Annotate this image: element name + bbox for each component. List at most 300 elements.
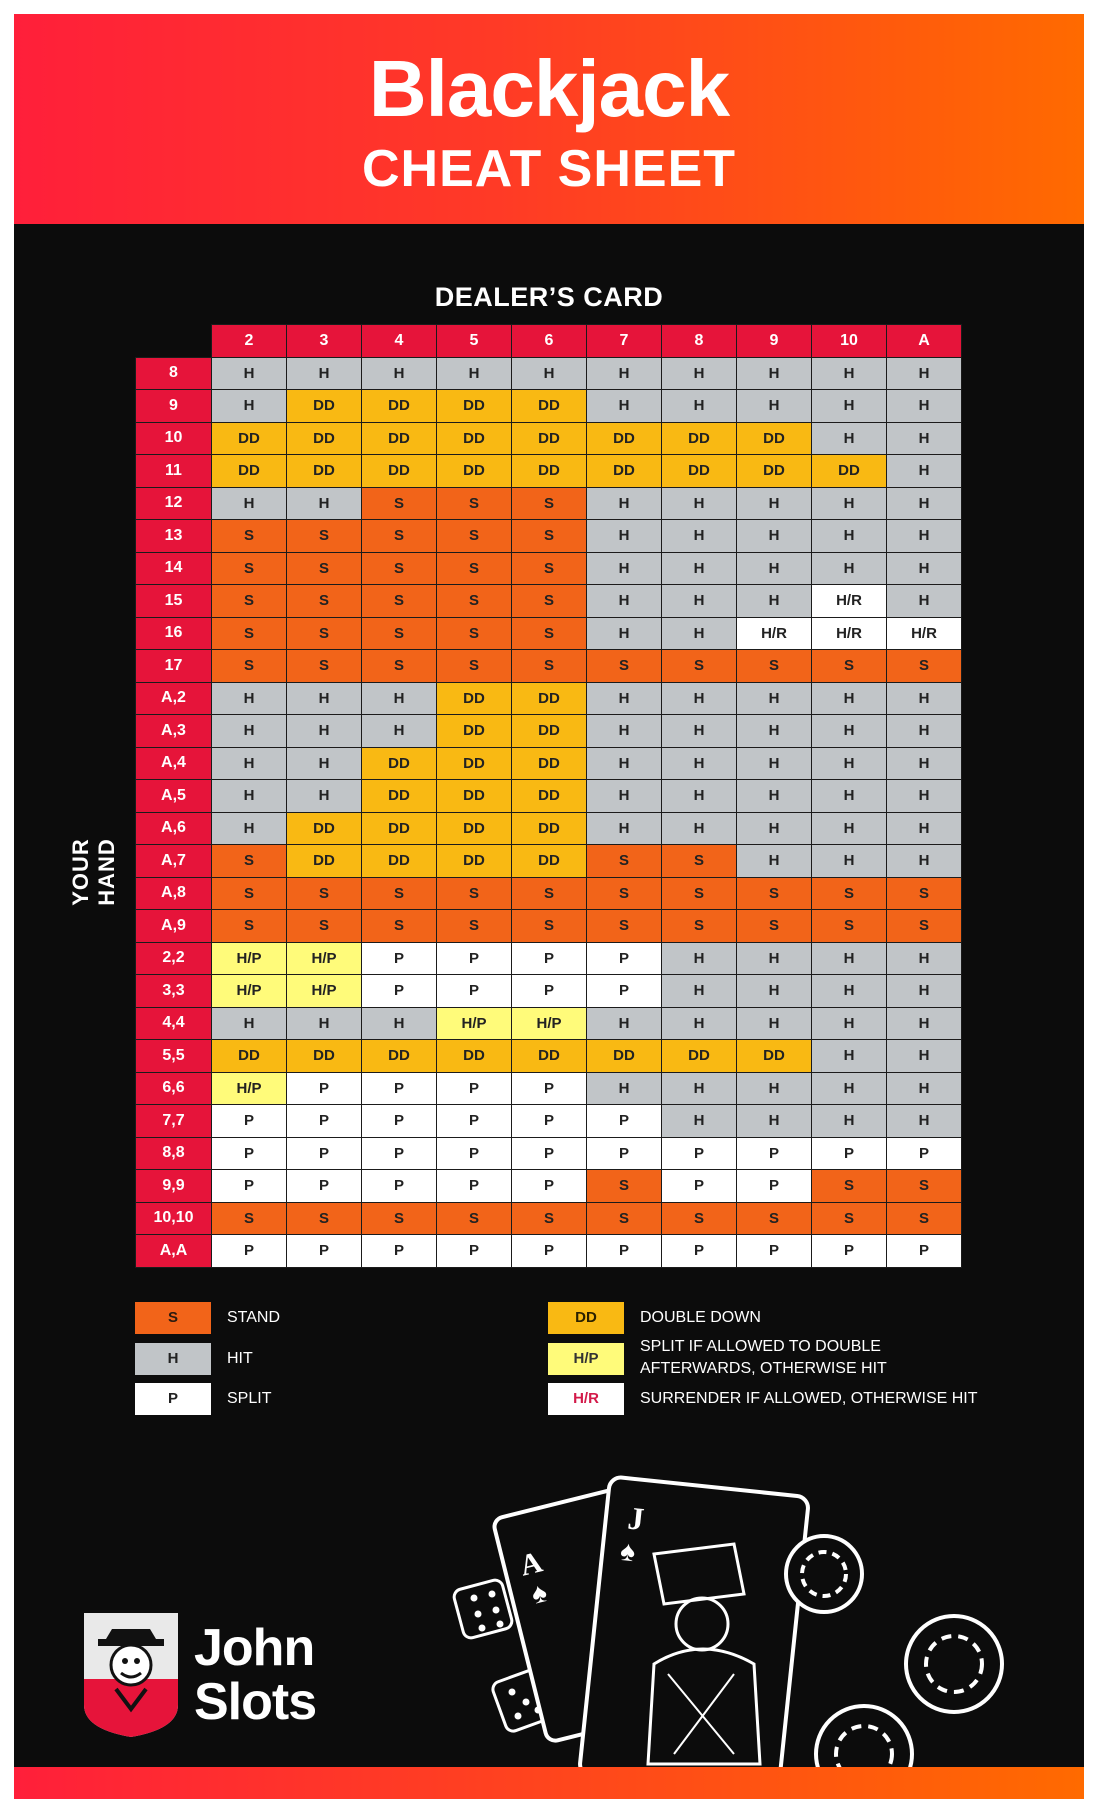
cards-dice-chips-illustration — [434, 1464, 1074, 1784]
strategy-cell: P — [437, 975, 512, 1008]
strategy-cell: P — [362, 1105, 437, 1138]
strategy-cell: H — [737, 390, 812, 423]
table-row — [136, 455, 962, 488]
legend-swatch-hit: H — [135, 1343, 211, 1375]
strategy-cell: H — [287, 780, 362, 813]
strategy-cell: S — [887, 650, 962, 683]
strategy-cell: H — [812, 520, 887, 553]
strategy-cell: S — [512, 877, 587, 910]
hand-label: 9,9 — [136, 1170, 212, 1203]
strategy-cell: H/P — [287, 975, 362, 1008]
strategy-cell: P — [437, 1072, 512, 1105]
strategy-cell: DD — [437, 1040, 512, 1073]
table-row — [136, 1072, 962, 1105]
strategy-cell: H — [737, 942, 812, 975]
strategy-cell: H — [887, 585, 962, 618]
hand-label: A,9 — [136, 910, 212, 943]
strategy-cell: P — [287, 1072, 362, 1105]
strategy-cell: H — [887, 747, 962, 780]
strategy-cell: H — [362, 682, 437, 715]
strategy-cell: S — [587, 845, 662, 878]
strategy-cell: H — [737, 715, 812, 748]
hand-label: 12 — [136, 487, 212, 520]
table-row — [136, 390, 962, 423]
table-row — [136, 1202, 962, 1235]
strategy-cell: S — [362, 650, 437, 683]
strategy-cell: H/P — [287, 942, 362, 975]
table-row — [136, 1105, 962, 1138]
strategy-cell: S — [287, 650, 362, 683]
strategy-cell: H — [662, 390, 737, 423]
logo-line-1: John — [194, 1619, 315, 1677]
strategy-cell: S — [212, 910, 287, 943]
strategy-cell: H — [887, 845, 962, 878]
strategy-cell: S — [737, 877, 812, 910]
strategy-cell: P — [587, 1137, 662, 1170]
strategy-cell: S — [887, 910, 962, 943]
strategy-cell: H — [287, 357, 362, 390]
strategy-cell: H — [737, 357, 812, 390]
strategy-cell: H/R — [812, 617, 887, 650]
strategy-table — [135, 324, 962, 1268]
strategy-cell: P — [212, 1105, 287, 1138]
strategy-cell: H — [812, 845, 887, 878]
strategy-cell: DD — [287, 455, 362, 488]
strategy-cell: H — [662, 747, 737, 780]
strategy-cell: H — [587, 780, 662, 813]
hand-label: 5,5 — [136, 1040, 212, 1073]
strategy-cell: P — [437, 1170, 512, 1203]
strategy-cell: H — [662, 975, 737, 1008]
strategy-cell: P — [437, 1137, 512, 1170]
strategy-cell: S — [662, 650, 737, 683]
hand-label: A,3 — [136, 715, 212, 748]
jack-card-icon — [579, 1476, 809, 1784]
strategy-cell: S — [287, 1202, 362, 1235]
strategy-cell: S — [362, 520, 437, 553]
strategy-cell: H/R — [812, 585, 887, 618]
table-row — [136, 357, 962, 390]
strategy-cell: DD — [287, 845, 362, 878]
table-row — [136, 1040, 962, 1073]
strategy-cell: S — [437, 617, 512, 650]
strategy-cell: H — [737, 1007, 812, 1040]
strategy-cell: P — [362, 1170, 437, 1203]
strategy-cell: S — [512, 1202, 587, 1235]
strategy-cell: DD — [737, 422, 812, 455]
strategy-cell: P — [287, 1105, 362, 1138]
strategy-cell: DD — [362, 390, 437, 423]
dealer-card-label: DEALER’S CARD — [434, 282, 664, 312]
strategy-cell: H — [887, 422, 962, 455]
strategy-cell: P — [362, 975, 437, 1008]
strategy-cell: H — [587, 552, 662, 585]
strategy-cell: S — [512, 487, 587, 520]
strategy-cell: H — [662, 780, 737, 813]
table-row — [136, 812, 962, 845]
strategy-cell: S — [662, 877, 737, 910]
strategy-cell: H — [737, 552, 812, 585]
strategy-cell: DD — [437, 390, 512, 423]
strategy-cell: DD — [512, 682, 587, 715]
strategy-cell: P — [362, 1235, 437, 1268]
strategy-cell: S — [512, 617, 587, 650]
strategy-cell: H — [887, 455, 962, 488]
strategy-cell: DD — [437, 845, 512, 878]
strategy-cell: H — [287, 682, 362, 715]
strategy-cell: H — [212, 715, 287, 748]
strategy-cell: DD — [212, 455, 287, 488]
strategy-cell: DD — [512, 390, 587, 423]
strategy-cell: H — [737, 1072, 812, 1105]
strategy-cell: DD — [362, 845, 437, 878]
strategy-cell: H — [662, 585, 737, 618]
hand-label: A,2 — [136, 682, 212, 715]
legend-swatch-surrender: H/R — [548, 1383, 624, 1415]
hand-label: A,4 — [136, 747, 212, 780]
strategy-cell: H — [887, 1007, 962, 1040]
strategy-cell: P — [212, 1137, 287, 1170]
strategy-cell: H — [587, 617, 662, 650]
dealer-card-header: 6 — [512, 325, 587, 358]
strategy-cell: P — [662, 1137, 737, 1170]
strategy-cell: H — [212, 682, 287, 715]
strategy-cell: DD — [662, 455, 737, 488]
table-row — [136, 1007, 962, 1040]
strategy-cell: S — [812, 650, 887, 683]
strategy-cell: P — [437, 1235, 512, 1268]
strategy-cell: DD — [512, 1040, 587, 1073]
strategy-cell: H — [812, 812, 887, 845]
hand-label: 16 — [136, 617, 212, 650]
strategy-cell: S — [737, 1202, 812, 1235]
strategy-cell: H — [887, 812, 962, 845]
strategy-cell: H — [812, 1072, 887, 1105]
strategy-cell: S — [212, 877, 287, 910]
strategy-cell: S — [512, 520, 587, 553]
strategy-cell: S — [287, 585, 362, 618]
strategy-cell: H — [212, 812, 287, 845]
hand-label: 15 — [136, 585, 212, 618]
hand-label: 14 — [136, 552, 212, 585]
strategy-cell: S — [662, 845, 737, 878]
strategy-cell: H/P — [437, 1007, 512, 1040]
strategy-cell: H — [662, 487, 737, 520]
strategy-cell: H — [662, 715, 737, 748]
strategy-cell: DD — [212, 1040, 287, 1073]
hand-label: 10,10 — [136, 1202, 212, 1235]
strategy-cell: H — [812, 975, 887, 1008]
strategy-cell: S — [437, 520, 512, 553]
logo-line-2: Slots — [194, 1673, 317, 1731]
strategy-cell: P — [362, 1072, 437, 1105]
strategy-cell: H — [737, 845, 812, 878]
table-row — [136, 1235, 962, 1268]
strategy-cell: DD — [362, 422, 437, 455]
strategy-cell: H — [362, 1007, 437, 1040]
legend-label-split-if-allowed-2: AFTERWARDS, OTHERWISE HIT — [640, 1360, 887, 1377]
strategy-cell: H — [212, 357, 287, 390]
dealer-card-header: 8 — [662, 325, 737, 358]
strategy-cell: H — [662, 1072, 737, 1105]
strategy-cell: P — [662, 1235, 737, 1268]
strategy-cell: H — [812, 390, 887, 423]
strategy-cell: H — [737, 812, 812, 845]
strategy-cell: H — [737, 1105, 812, 1138]
strategy-cell: S — [212, 617, 287, 650]
strategy-cell: DD — [662, 422, 737, 455]
strategy-cell: P — [587, 942, 662, 975]
legend-label-hit: HIT — [227, 1350, 253, 1367]
table-row — [136, 780, 962, 813]
strategy-cell: S — [362, 487, 437, 520]
strategy-cell: P — [737, 1170, 812, 1203]
strategy-cell: S — [437, 1202, 512, 1235]
table-row — [136, 520, 962, 553]
strategy-cell: P — [512, 1137, 587, 1170]
strategy-cell: DD — [287, 422, 362, 455]
strategy-cell: H — [887, 487, 962, 520]
strategy-cell: DD — [362, 455, 437, 488]
strategy-cell: H — [437, 357, 512, 390]
strategy-cell: DD — [437, 682, 512, 715]
strategy-cell: DD — [512, 715, 587, 748]
strategy-cell: H/P — [212, 942, 287, 975]
strategy-cell: H/P — [212, 1072, 287, 1105]
legend-label-split: SPLIT — [227, 1390, 272, 1407]
strategy-cell: P — [587, 975, 662, 1008]
logo-wordmark — [194, 1621, 316, 1729]
legend-label-split-if-allowed-1: SPLIT IF ALLOWED TO DOUBLE — [640, 1338, 881, 1355]
strategy-cell: H — [887, 390, 962, 423]
strategy-cell: DD — [437, 812, 512, 845]
hand-label: A,6 — [136, 812, 212, 845]
strategy-cell: P — [512, 1072, 587, 1105]
hand-label: 11 — [136, 455, 212, 488]
strategy-cell: H — [287, 1007, 362, 1040]
strategy-cell: H — [887, 682, 962, 715]
strategy-cell: P — [812, 1235, 887, 1268]
dealer-card-header: 4 — [362, 325, 437, 358]
table-row — [136, 715, 962, 748]
dealer-card-header: A — [887, 325, 962, 358]
table-row — [136, 845, 962, 878]
strategy-cell: S — [587, 650, 662, 683]
strategy-cell: DD — [362, 1040, 437, 1073]
strategy-cell: S — [437, 552, 512, 585]
legend-label-double-down: DOUBLE DOWN — [640, 1309, 761, 1326]
table-row — [136, 650, 962, 683]
strategy-cell: S — [362, 1202, 437, 1235]
table-row — [136, 877, 962, 910]
strategy-cell: P — [512, 1170, 587, 1203]
strategy-cell: P — [287, 1235, 362, 1268]
strategy-cell: S — [287, 877, 362, 910]
strategy-cell: H — [887, 520, 962, 553]
strategy-cell: DD — [512, 422, 587, 455]
strategy-cell: S — [512, 585, 587, 618]
hand-label: 17 — [136, 650, 212, 683]
strategy-cell: H — [737, 520, 812, 553]
strategy-cell: S — [662, 910, 737, 943]
strategy-cell: H — [662, 357, 737, 390]
strategy-cell: H — [587, 390, 662, 423]
strategy-cell: H — [587, 520, 662, 553]
strategy-cell: H/P — [212, 975, 287, 1008]
strategy-cell: H — [587, 812, 662, 845]
strategy-cell: S — [437, 877, 512, 910]
strategy-cell: P — [587, 1235, 662, 1268]
strategy-cell: S — [287, 520, 362, 553]
strategy-cell: P — [512, 975, 587, 1008]
strategy-cell: H — [362, 357, 437, 390]
strategy-cell: H — [887, 942, 962, 975]
strategy-cell: DD — [212, 422, 287, 455]
strategy-cell: H — [737, 780, 812, 813]
strategy-cell: DD — [737, 455, 812, 488]
strategy-cell: S — [737, 650, 812, 683]
strategy-cell: S — [362, 877, 437, 910]
strategy-cell: S — [212, 845, 287, 878]
legend-label-stand: STAND — [227, 1309, 281, 1326]
strategy-cell: DD — [812, 455, 887, 488]
strategy-cell: H — [812, 357, 887, 390]
strategy-cell: S — [737, 910, 812, 943]
strategy-cell: P — [437, 1105, 512, 1138]
hand-label: 8 — [136, 357, 212, 390]
strategy-cell: H — [587, 357, 662, 390]
strategy-cell: H — [287, 487, 362, 520]
strategy-cell: H — [587, 487, 662, 520]
strategy-cell: P — [362, 1137, 437, 1170]
strategy-cell: S — [212, 552, 287, 585]
strategy-cell: H — [662, 1007, 737, 1040]
strategy-cell: S — [212, 650, 287, 683]
strategy-cell: H — [362, 715, 437, 748]
strategy-cell: H — [587, 715, 662, 748]
strategy-cell: H — [812, 747, 887, 780]
strategy-cell: H — [812, 1105, 887, 1138]
dealer-card-header: 9 — [737, 325, 812, 358]
strategy-cell: H — [812, 715, 887, 748]
strategy-cell: P — [887, 1235, 962, 1268]
table-corner — [136, 325, 212, 358]
strategy-cell: DD — [287, 390, 362, 423]
strategy-cell: S — [362, 585, 437, 618]
strategy-cell: DD — [587, 455, 662, 488]
strategy-cell: DD — [437, 455, 512, 488]
strategy-cell: H — [887, 552, 962, 585]
strategy-cell: H — [812, 942, 887, 975]
strategy-cell: S — [587, 877, 662, 910]
strategy-cell: P — [737, 1235, 812, 1268]
cheat-sheet — [14, 14, 1084, 1799]
strategy-cell: H — [662, 520, 737, 553]
strategy-cell: H — [662, 682, 737, 715]
strategy-cell: S — [587, 1202, 662, 1235]
john-slots-logo-icon — [76, 1609, 186, 1741]
legend-swatch-double-down: DD — [548, 1302, 624, 1334]
strategy-cell: H/R — [887, 617, 962, 650]
hand-label: A,A — [136, 1235, 212, 1268]
legend-label-surrender: SURRENDER IF ALLOWED, OTHERWISE HIT — [640, 1390, 978, 1407]
strategy-cell: S — [362, 552, 437, 585]
strategy-cell: DD — [512, 845, 587, 878]
table-row — [136, 910, 962, 943]
strategy-cell: H — [662, 942, 737, 975]
hand-label: 3,3 — [136, 975, 212, 1008]
strategy-cell: S — [887, 1202, 962, 1235]
strategy-cell: DD — [587, 1040, 662, 1073]
strategy-cell: H — [887, 1040, 962, 1073]
legend-swatch-split-if-allowed: H/P — [548, 1343, 624, 1375]
strategy-cell: DD — [362, 812, 437, 845]
strategy-cell: H — [812, 552, 887, 585]
strategy-cell: S — [812, 1170, 887, 1203]
legend-swatch-split: P — [135, 1383, 211, 1415]
strategy-cell: P — [212, 1235, 287, 1268]
strategy-cell: S — [212, 1202, 287, 1235]
strategy-cell: DD — [437, 715, 512, 748]
strategy-cell: S — [812, 1202, 887, 1235]
strategy-cell: H — [812, 682, 887, 715]
strategy-cell: DD — [287, 1040, 362, 1073]
strategy-cell: H — [662, 552, 737, 585]
strategy-cell: H — [587, 1007, 662, 1040]
strategy-cell: S — [287, 617, 362, 650]
strategy-cell: H — [887, 357, 962, 390]
strategy-cell: H — [212, 390, 287, 423]
hand-label: 10 — [136, 422, 212, 455]
strategy-cell: S — [362, 910, 437, 943]
strategy-cell: H — [887, 715, 962, 748]
strategy-cell: H — [737, 682, 812, 715]
strategy-cell: S — [437, 585, 512, 618]
strategy-cell: H — [812, 1040, 887, 1073]
strategy-cell: DD — [287, 812, 362, 845]
strategy-cell: H — [587, 585, 662, 618]
hand-label: A,8 — [136, 877, 212, 910]
poker-chips-icon — [786, 1536, 1002, 1784]
strategy-cell: H — [812, 487, 887, 520]
strategy-cell: S — [812, 910, 887, 943]
hand-label: 6,6 — [136, 1072, 212, 1105]
strategy-cell: S — [437, 910, 512, 943]
strategy-cell: DD — [512, 747, 587, 780]
hand-label: A,7 — [136, 845, 212, 878]
strategy-cell: DD — [437, 780, 512, 813]
strategy-cell: P — [362, 942, 437, 975]
hand-label: 13 — [136, 520, 212, 553]
table-row — [136, 1137, 962, 1170]
dealer-card-header: 10 — [812, 325, 887, 358]
strategy-cell: S — [212, 520, 287, 553]
table-row — [136, 747, 962, 780]
strategy-cell: P — [737, 1137, 812, 1170]
strategy-cell: DD — [587, 422, 662, 455]
strategy-cell: H — [512, 357, 587, 390]
strategy-cell: H — [287, 715, 362, 748]
strategy-cell: P — [887, 1137, 962, 1170]
strategy-cell: P — [587, 1105, 662, 1138]
strategy-cell: S — [287, 910, 362, 943]
hand-label: 2,2 — [136, 942, 212, 975]
strategy-cell: S — [887, 1170, 962, 1203]
strategy-cell: DD — [512, 780, 587, 813]
strategy-cell: S — [512, 910, 587, 943]
hand-label: 9 — [136, 390, 212, 423]
footer-bar — [14, 1767, 1084, 1799]
